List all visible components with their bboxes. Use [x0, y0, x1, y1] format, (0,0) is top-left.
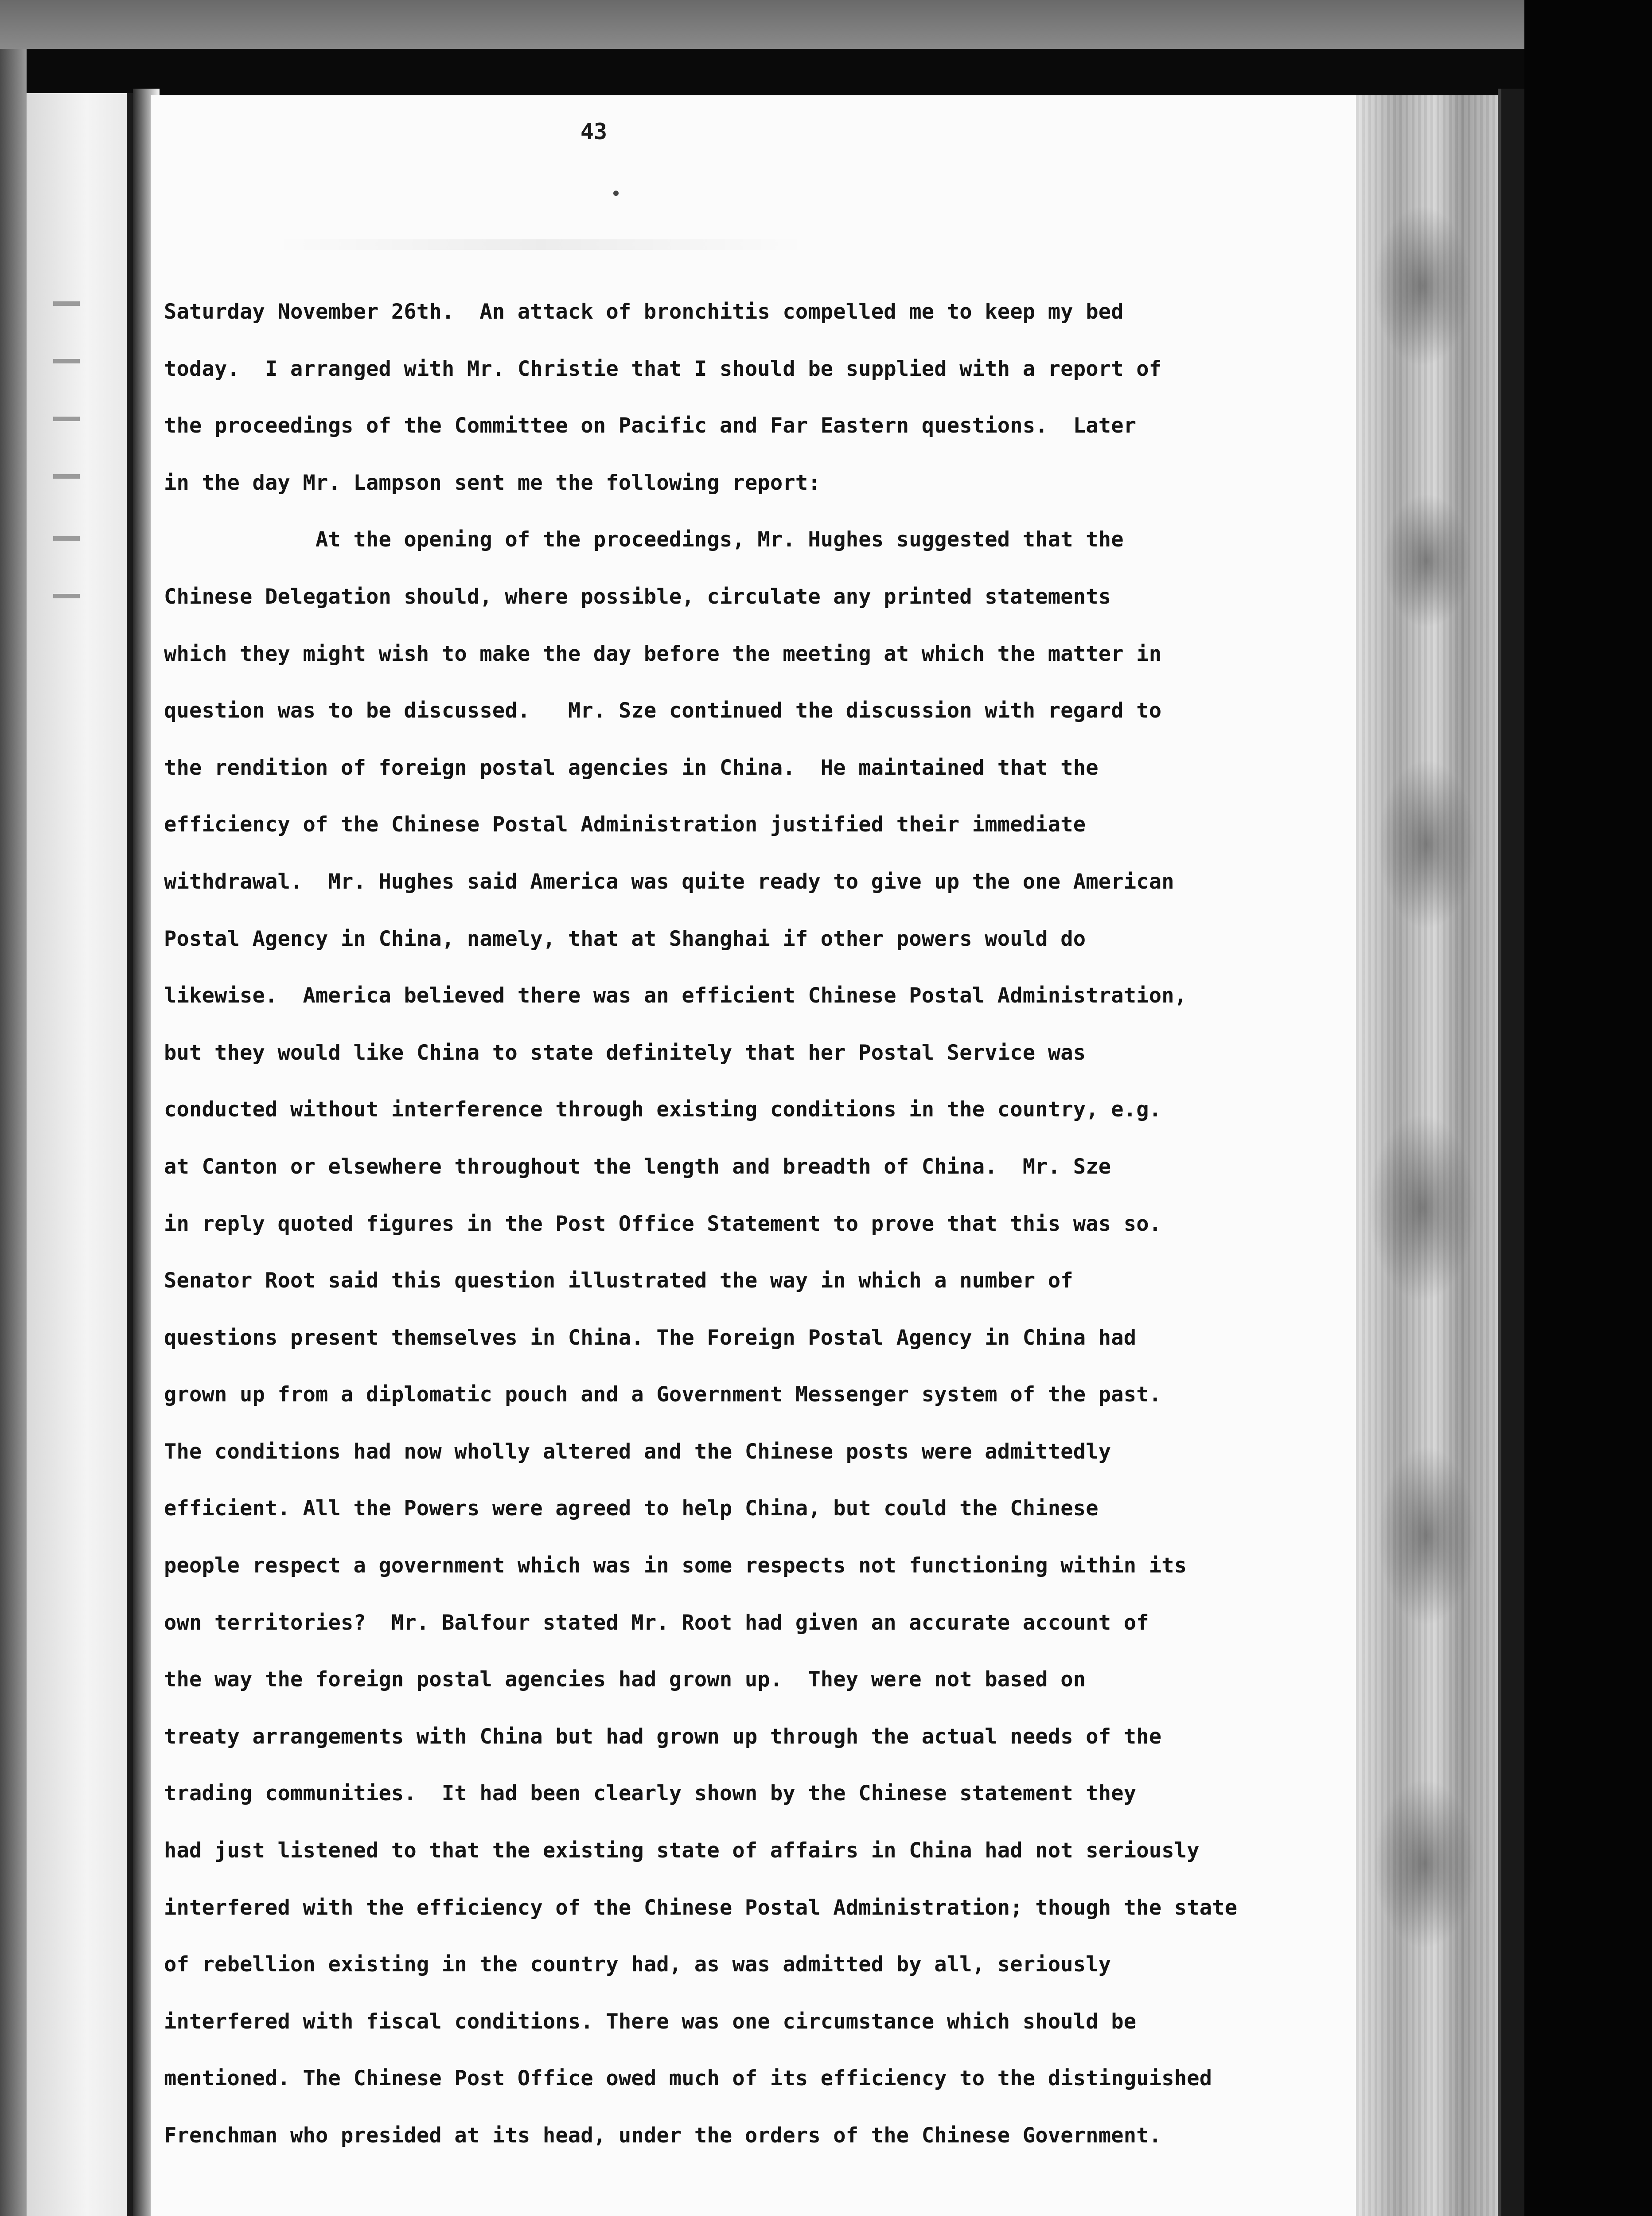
facing-page-edge	[27, 93, 133, 2216]
text-line: mentioned. The Chinese Post Office owed much of its efficiency to the distinguished	[164, 2066, 1212, 2091]
scan-border-top	[0, 0, 1652, 49]
text-line: the way the foreign postal agencies had grown up. They were not based on	[164, 1667, 1086, 1692]
text-line: interfered with fiscal conditions. There was one circumstance which should be	[164, 2009, 1137, 2034]
show-through-text	[275, 239, 807, 250]
text-line: withdrawal. Mr. Hughes said America was quite ready to give up the one American	[164, 869, 1174, 894]
text-line: question was to be discussed. Mr. Sze continued the discussion with regard to	[164, 698, 1162, 723]
text-line: of rebellion existing in the country had, as was admitted by all, seriously	[164, 1952, 1111, 1977]
text-line: efficiency of the Chinese Postal Administration justified their immediate	[164, 812, 1086, 837]
text-line: Chinese Delegation should, where possible, circulate any printed statements	[164, 584, 1111, 609]
text-line: in reply quoted figures in the Post Office Statement to prove that this was so.	[164, 1211, 1162, 1236]
page-number: 43	[580, 119, 608, 144]
text-line: Saturday November 26th. An attack of bronchitis compelled me to keep my bed	[164, 300, 1124, 324]
bleed-mark	[53, 301, 80, 306]
text-line: efficient. All the Powers were agreed to help China, but could the Chinese	[164, 1496, 1099, 1521]
bleed-mark	[53, 594, 80, 598]
page-block-edge	[1356, 95, 1498, 2216]
text-line: today. I arranged with Mr. Christie that I should be supplied with a report of	[164, 356, 1162, 381]
bleed-mark	[53, 536, 80, 541]
stain	[1374, 1779, 1476, 1948]
text-line: The conditions had now wholly altered and the Chinese posts were admittedly	[164, 1439, 1111, 1464]
stain	[1383, 494, 1471, 627]
text-line: in the day Mr. Lampson sent me the following report:	[164, 470, 821, 495]
stain	[1369, 1115, 1476, 1301]
text-line: interfered with the efficiency of the Chinese Postal Administration; though the state	[164, 1895, 1238, 1920]
text-line: questions present themselves in China. The Foreign Postal Agency in China had	[164, 1325, 1137, 1350]
text-line: had just listened to that the existing state of affairs in China had not seriously	[164, 1838, 1200, 1863]
stain	[1378, 760, 1476, 929]
text-line: Senator Root said this question illustrated the way in which a number of	[164, 1268, 1073, 1293]
stain	[1374, 206, 1471, 366]
text-line: likewise. America believed there was an efficient Chinese Postal Administration,	[164, 983, 1187, 1008]
ink-dot	[613, 191, 619, 196]
book-cover-edge	[1498, 89, 1524, 2216]
text-line: which they might wish to make the day before the meeting at which the matter in	[164, 641, 1162, 666]
text-line: at Canton or elsewhere throughout the length and breadth of China. Mr. Sze	[164, 1154, 1111, 1179]
typescript-body	[164, 284, 1307, 2165]
text-line: trading communities. It had been clearly shown by the Chinese statement they	[164, 1781, 1137, 1806]
text-line: conducted without interference through existing conditions in the country, e.g.	[164, 1097, 1162, 1122]
text-line: Frenchman who presided at its head, under the orders of the Chinese Government.	[164, 2123, 1162, 2148]
film-edge-right	[1524, 0, 1652, 2216]
bleed-mark	[53, 474, 80, 479]
text-line: grown up from a diplomatic pouch and a Government Messenger system of the past.	[164, 1382, 1162, 1407]
text-line: treaty arrangements with China but had grown up through the actual needs of the	[164, 1724, 1162, 1749]
bleed-mark	[53, 417, 80, 421]
text-line: Postal Agency in China, namely, that at Shanghai if other powers would do	[164, 926, 1086, 951]
stain	[1378, 1447, 1476, 1624]
text-line: the proceedings of the Committee on Pacific and Far Eastern questions. Later	[164, 414, 1137, 438]
text-line: own territories? Mr. Balfour stated Mr. Root had given an accurate account of	[164, 1610, 1149, 1635]
text-line: At the opening of the proceedings, Mr. Hughes suggested that the	[164, 527, 1124, 552]
text-line: people respect a government which was in some respects not functioning within its	[164, 1553, 1187, 1578]
text-line: but they would like China to state definitely that her Postal Service was	[164, 1040, 1086, 1065]
bleed-mark	[53, 359, 80, 363]
text-line: the rendition of foreign postal agencies in China. He maintained that the	[164, 755, 1099, 780]
scan-border-left	[0, 49, 27, 2216]
